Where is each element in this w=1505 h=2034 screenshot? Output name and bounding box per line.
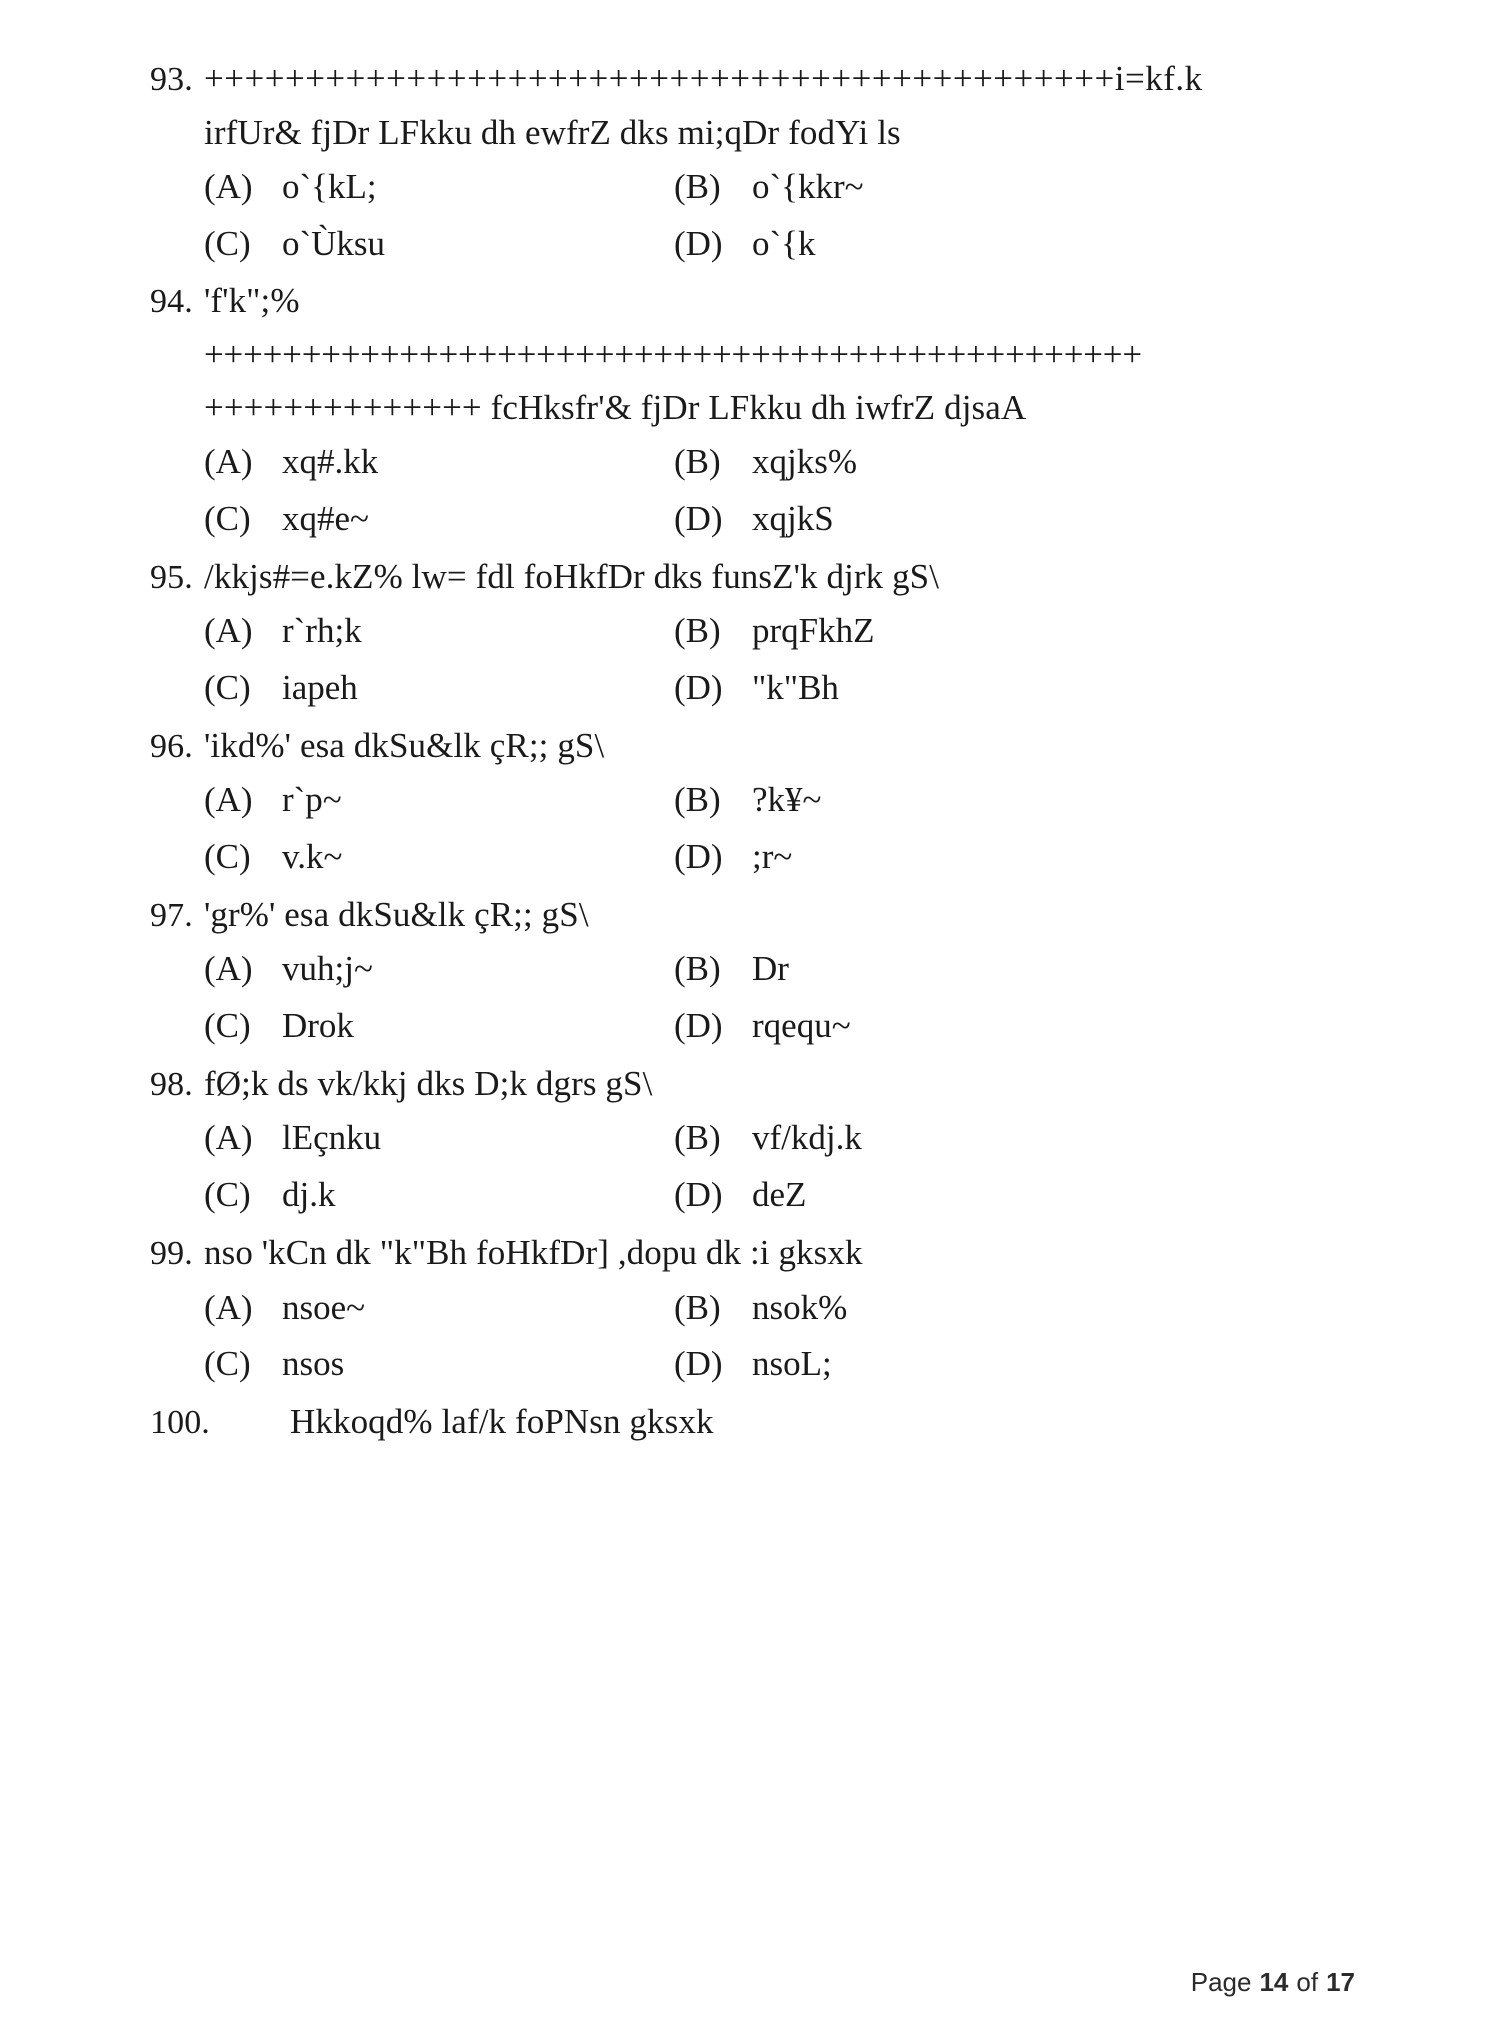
footer-separator: of (1296, 1967, 1319, 1997)
option-label: (D) (674, 837, 723, 877)
option-a[interactable] (204, 603, 674, 660)
option-d[interactable] (674, 216, 1355, 273)
question-block (150, 52, 1355, 272)
option-label: (C) (204, 1344, 251, 1384)
option-a[interactable] (204, 772, 674, 829)
option-row (204, 159, 1355, 216)
question-stem-continuation: ++++++++++++++ fcHksfr'& fjDr LFkku dh iwfrZ djsaA (204, 388, 1027, 428)
footer-total-pages: 17 (1326, 1967, 1355, 1997)
option-c[interactable] (204, 1336, 674, 1393)
question-stem-line (150, 1226, 1355, 1280)
question-stem-continuation: ++++++++++++++++++++++++++++++++++++++++++++++++ (204, 334, 1142, 374)
question-stem-text: /kkjs#=e.kZ% lw= fdl foHkfDr dks funsZ'k djrk gS\ (204, 556, 940, 596)
option-value: vf/kdj.k (752, 1118, 862, 1158)
option-value: o`Ùksu (282, 223, 386, 263)
option-c[interactable] (204, 998, 674, 1055)
option-row (204, 1110, 1355, 1167)
option-a[interactable] (204, 434, 674, 491)
question-stem-text: Hkkoqd% laf/k foPNsn gksxk (290, 1401, 714, 1441)
option-label: (C) (204, 668, 251, 708)
option-row (204, 998, 1355, 1055)
option-label: (C) (204, 223, 251, 263)
option-label: (A) (204, 442, 253, 482)
option-value: dj.k (282, 1175, 336, 1215)
option-row (204, 1280, 1355, 1337)
option-label: (D) (674, 498, 723, 538)
option-value: lEçnku (282, 1118, 382, 1158)
option-value: nsoe~ (282, 1287, 366, 1327)
option-c[interactable] (204, 1167, 674, 1224)
option-value: o`{kkr~ (752, 166, 864, 206)
question-stem-line (150, 52, 1355, 106)
option-value: o`{kL; (282, 166, 377, 206)
question-stem-text: +++++++++++++++++++++++++++++++++++++++++++++i=kf.k (204, 59, 1203, 98)
option-value: r`rh;k (282, 611, 362, 651)
option-value: Dr (752, 949, 789, 989)
option-b[interactable] (674, 1280, 1355, 1337)
question-stem-line (150, 888, 1355, 942)
option-value: v.k~ (282, 837, 343, 877)
option-label: (A) (204, 166, 253, 206)
option-row (204, 772, 1355, 829)
option-label: (B) (674, 780, 721, 820)
question-number: 97. (150, 896, 193, 934)
option-label: (D) (674, 1006, 723, 1046)
option-b[interactable] (674, 772, 1355, 829)
option-value: xqjks% (752, 442, 857, 482)
option-a[interactable] (204, 159, 674, 216)
option-label: (A) (204, 949, 253, 989)
footer-current-page: 14 (1259, 1967, 1289, 1997)
option-label: (B) (674, 949, 721, 989)
option-value: r`p~ (282, 780, 342, 820)
option-value: o`{k (752, 223, 816, 263)
question-stem-text: 'gr%' esa dkSu&lk çR;; gS\ (204, 894, 589, 934)
question-stem-line (150, 274, 1355, 328)
option-value: iapeh (282, 668, 358, 708)
option-label: (B) (674, 1287, 721, 1327)
option-a[interactable] (204, 1110, 674, 1167)
question-stem-text: 'ikd%' esa dkSu&lk çR;; gS\ (204, 725, 605, 765)
question-number: 96. (150, 727, 193, 765)
option-row (204, 1336, 1355, 1393)
page-footer (1191, 1967, 1355, 1998)
question-number: 93. (150, 61, 193, 98)
option-value: nsos (282, 1344, 345, 1384)
option-row (204, 491, 1355, 548)
option-value: xqjkS (752, 498, 834, 538)
option-value: "k"Bh (752, 668, 839, 708)
option-label: (A) (204, 1287, 253, 1327)
option-value: xq#e~ (282, 498, 369, 538)
option-label: (B) (674, 442, 721, 482)
option-b[interactable] (674, 159, 1355, 216)
question-stem-line (150, 719, 1355, 773)
option-row (204, 941, 1355, 998)
option-label: (B) (674, 166, 721, 206)
option-label: (C) (204, 1006, 251, 1046)
question-stem-continuation: irfUr& fjDr LFkku dh ewfrZ dks mi;qDr fodYi ls (204, 112, 901, 152)
option-label: (C) (204, 837, 251, 877)
option-row (204, 434, 1355, 491)
option-a[interactable] (204, 941, 674, 998)
option-b[interactable] (674, 434, 1355, 491)
option-c[interactable] (204, 660, 674, 717)
option-value: nsoL; (752, 1344, 832, 1384)
option-label: (D) (674, 668, 723, 708)
footer-prefix: Page (1190, 1967, 1252, 1997)
option-b[interactable] (674, 603, 1355, 660)
question-stem-text: 'f'k";% (204, 281, 300, 321)
option-value: nsok% (752, 1287, 848, 1327)
question-number: 98. (150, 1065, 193, 1103)
question-stem-text: nso 'kCn dk "k"Bh foHkfDr] ,dopu dk :i gksxk (204, 1232, 863, 1272)
option-row (204, 1167, 1355, 1224)
question-stem-line (150, 1057, 1355, 1111)
option-row (204, 660, 1355, 717)
option-label: (D) (674, 1344, 723, 1384)
option-value: prqFkhZ (752, 611, 875, 651)
option-d[interactable] (674, 829, 1355, 886)
question-stem-line (150, 1395, 1355, 1449)
option-value: ;r~ (752, 837, 793, 877)
option-d[interactable] (674, 1336, 1355, 1393)
question-block (150, 1057, 1355, 1224)
option-a[interactable] (204, 1280, 674, 1337)
option-row (204, 603, 1355, 660)
option-value: xq#.kk (282, 442, 379, 482)
option-value: deZ (752, 1175, 807, 1215)
question-number: 99. (150, 1234, 193, 1272)
option-d[interactable] (674, 1167, 1355, 1224)
option-label: (A) (204, 1118, 253, 1158)
option-label: (D) (674, 223, 723, 263)
option-row (204, 829, 1355, 886)
option-label: (A) (204, 611, 253, 651)
question-stem-text: fØ;k ds vk/kkj dks D;k dgrs gS\ (204, 1063, 653, 1103)
option-label: (B) (674, 611, 721, 651)
question-block (150, 274, 1355, 547)
option-label: (B) (674, 1118, 721, 1158)
option-d[interactable] (674, 660, 1355, 717)
option-b[interactable] (674, 941, 1355, 998)
option-value: ?k¥~ (752, 780, 822, 820)
question-block (150, 1395, 1355, 1449)
question-number: 94. (150, 283, 193, 321)
option-label: (D) (674, 1175, 723, 1215)
option-label: (A) (204, 780, 253, 820)
option-c[interactable] (204, 216, 674, 273)
option-c[interactable] (204, 491, 674, 548)
question-block (150, 1226, 1355, 1393)
question-block (150, 550, 1355, 717)
question-stem-line (150, 550, 1355, 604)
option-c[interactable] (204, 829, 674, 886)
option-label: (C) (204, 498, 251, 538)
option-value: Drok (282, 1006, 354, 1046)
option-label: (C) (204, 1175, 251, 1215)
option-d[interactable] (674, 998, 1355, 1055)
question-number: 100. (150, 1403, 210, 1441)
option-row (204, 216, 1355, 273)
option-value: rqequ~ (752, 1006, 851, 1046)
option-value: vuh;j~ (282, 949, 373, 989)
question-block (150, 719, 1355, 886)
question-number: 95. (150, 558, 193, 596)
option-b[interactable] (674, 1110, 1355, 1167)
question-block (150, 888, 1355, 1055)
option-d[interactable] (674, 491, 1355, 548)
